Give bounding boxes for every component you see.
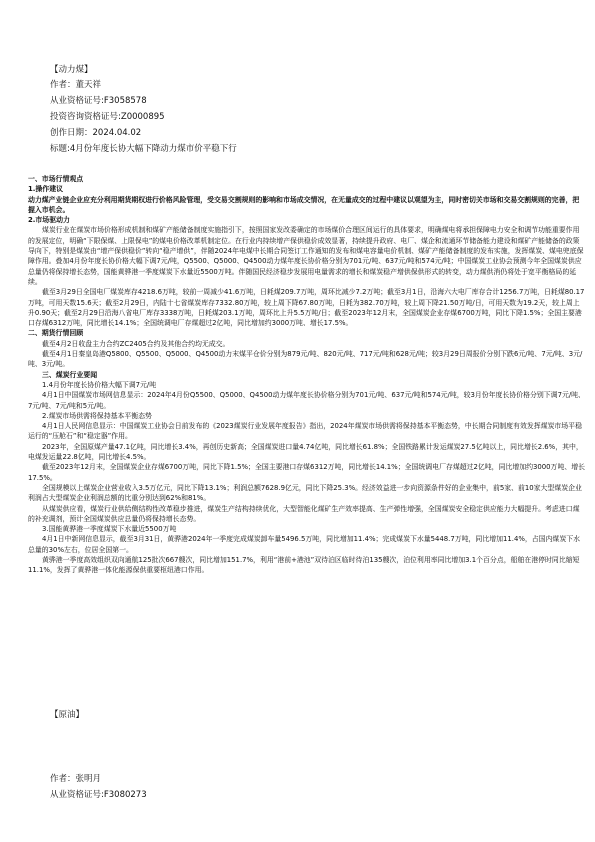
- paragraph: 截至4月1日秦皇岛港Q5800、Q5500、Q5000、Q4500动力末煤平仓价分别为879元/吨、820元/吨、717元/吨和628元/吨；较3月29日周报价分别下跌6元/吨、7元/吨、3元/吨、3元/吨。: [28, 350, 583, 369]
- section-heading: 一、市场行情观点: [28, 175, 84, 183]
- paragraph: 4月1日中新网信息显示，截至3月31日，黄骅港2024年一季度完成煤炭卸车量5496.5万吨，同比增加11.4%；完成煤炭下水量5448.7万吨，同比增加11.4%，占国内煤炭下水总量的30%左右，位居全国第一。: [28, 535, 580, 554]
- paragraph: 煤炭行业在煤炭市场价格形成机制和煤矿产能储备制度实施指引下，按照国家发改委确定的市场煤价合理区间运行的具体要求，明确煤电将承担保障电力安全和调节功能重要作用的发展定位，明确“下限保煤、上限保电”的煤电价格改革机制定位。在行业内持续增产保供稳价成效显著，持续提升政府、电厂、煤企和流通环节储备能力建设和煤矿产能储备的政策导向下，特别是煤炭由“增产保供稳价”转向“稳产增供”，伴随2024年电煤中长期合同签订工作通知的发布和煤电容量电价机制、煤矿产能储备制度的发布实施，发挥煤炭、煤电兜底保障作用。叠加4月份年度长协价格大幅下调7元/吨，Q5500、Q5000、Q4500动力煤年度长协价格分别为701元/吨、637元/吨和574元/吨；中国煤炭工业协会预测今年全国煤炭供应总量仍将保持增长态势，国能黄骅港一季度煤炭下水量近5500万吨。伴随国民经济稳步发展用电量需求的增长和煤炭稳产增供保供形式的转变，动力煤供消仍将处于宽平衡格局的延续。: [28, 226, 584, 286]
- paragraph: 4月1日中国煤炭市场网信息显示：2024年4月份Q5500、Q5000、Q4500动力煤年度长协价格分别为701元/吨、637元/吨和574元/吨，较3月份年度长协价格分别下调7元/吨、7元/吨、7元/吨和5元/吨。: [28, 391, 585, 410]
- paragraph: 黄骅港一季度高效组织双向通航125批次667艘次，同比增加151.7%，利用“港前+港池”双待泊区临时待泊135艘次，泊位利用率同比增加3.1个百分点，船舶在港停时同比缩短11.1%，发挥了黄骅港一体化能源保供重要枢纽港口作用。: [28, 555, 580, 575]
- investment-license-number: 投资咨询资格证号:Z0000895: [50, 112, 165, 122]
- qualification-number-crude-oil: 从业资格证号:F3080273: [50, 790, 147, 800]
- paragraph: 4月1日人民网信息显示：中国煤炭工业协会日前发布的《2023煤炭行业发展年度报告》指出，2024年煤炭市场供需将保持基本平衡态势，中长期合同制度有效发挥煤炭市场平稳运行的“压舱石”和“稳定器”作用。: [28, 422, 582, 441]
- paragraph: 2023年，全国原煤产量47.1亿吨，同比增长3.4%，再创历史新高；全国煤炭进口量4.74亿吨，同比增长61.8%；全国铁路累计发运煤炭27.5亿吨以上，同比增长2.6%，其中，电煤发运量22.8亿吨，同比增长4.5%。: [28, 442, 583, 462]
- section-heading: 二、期货行情回顾: [28, 329, 84, 338]
- subsection-heading: 1.操作建议: [28, 185, 63, 194]
- category-heading-coal: 【动力煤】: [50, 65, 93, 75]
- report-title: 标题:4月份年度长协大幅下降动力煤市价平稳下行: [50, 144, 237, 154]
- paragraph: 截至2023年12月末，全国煤炭企业存煤6700万吨，同比下降1.5%；全国主要港口存煤6312万吨，同比增长14.1%；全国统调电厂存煤超过2亿吨，同比增加约3000万吨、增长17.5%。: [28, 463, 586, 482]
- paragraph: 截至3月29日全国电厂煤炭库存4218.6万吨，较前一周减少41.6万吨，日耗煤209.7万吨，周环比减少7.2万吨；截至3月1日，沿海六大电厂库存合计1256.7万吨，日耗煤80.17万吨，可用天数15.6天；截至2月29日，内陆十七省煤炭库存7332.80万吨，较上周下降67.80万吨，日耗为382.70万吨，较上周下降21.50万吨/日，可用天数为19.2天，较上周上升0.90天；截至2月29日沿海八省电厂库存3338万吨，日耗煤203.1万吨，周环比上升5.5万吨/日；截至2023年12月末，全国煤炭企业存煤6700万吨，同比下降1.5%；全国主要港口存煤6312万吨，同比增长14.1%；全国统调电厂存煤超过2亿吨，同比增加约3000万吨、增长17.5%。: [28, 288, 585, 328]
- news-heading: 1.4月份年度长协价格大幅下调7元/吨: [42, 380, 157, 389]
- author-line: 作者：董天祥: [50, 80, 102, 90]
- news-heading: 2.煤炭市场供需将保持基本平衡态势: [42, 411, 152, 420]
- operation-advice: 动力煤产业链企业应充分利用期货期权进行价格风险管理，受交易交割规则的影响和市场成交情况，在无量成交的过程中建议以观望为主，同时密切关市场和交易交割规则的完善，把握入市机会。: [28, 195, 580, 214]
- qualification-number: 从业资格证号:F3058578: [50, 96, 147, 106]
- category-heading-crude-oil: 【原油】: [50, 710, 85, 720]
- creation-date: 创作日期：2024.04.02: [50, 128, 142, 138]
- section-heading: 三、煤炭行业要闻: [42, 370, 98, 379]
- author-line-crude-oil: 作者：张明月: [50, 774, 102, 784]
- paragraph: 全国规模以上煤炭企业营业收入3.5万亿元，同比下降13.1%；利润总额7628.9亿元，同比下降25.3%。经济效益进一步向资源条件好的企业集中，前5家、前10家大型煤炭企业利润占大型煤炭企业利润总额的比重分别达到62%和81%。: [28, 483, 582, 503]
- report-body: [28, 174, 586, 576]
- paragraph: 从煤炭供应看，煤炭行业供给侧结构性改革稳步推进，煤炭生产结构持续优化，大型智能化煤矿生产效率提高、生产弹性增强，全国煤炭安全稳定供应能力大幅提升。考虑进口煤的补充调剂，预计全国煤炭供应总量仍将保持增长态势。: [28, 504, 580, 523]
- paragraph: 截至4月2日收盘主力合约ZC2405合约及其他合约均无成交。: [42, 339, 230, 348]
- subsection-heading: 2.市场驱动力: [28, 216, 70, 225]
- news-heading: 3.国能黄骅港一季度煤炭下水量近5500万吨: [42, 525, 177, 534]
